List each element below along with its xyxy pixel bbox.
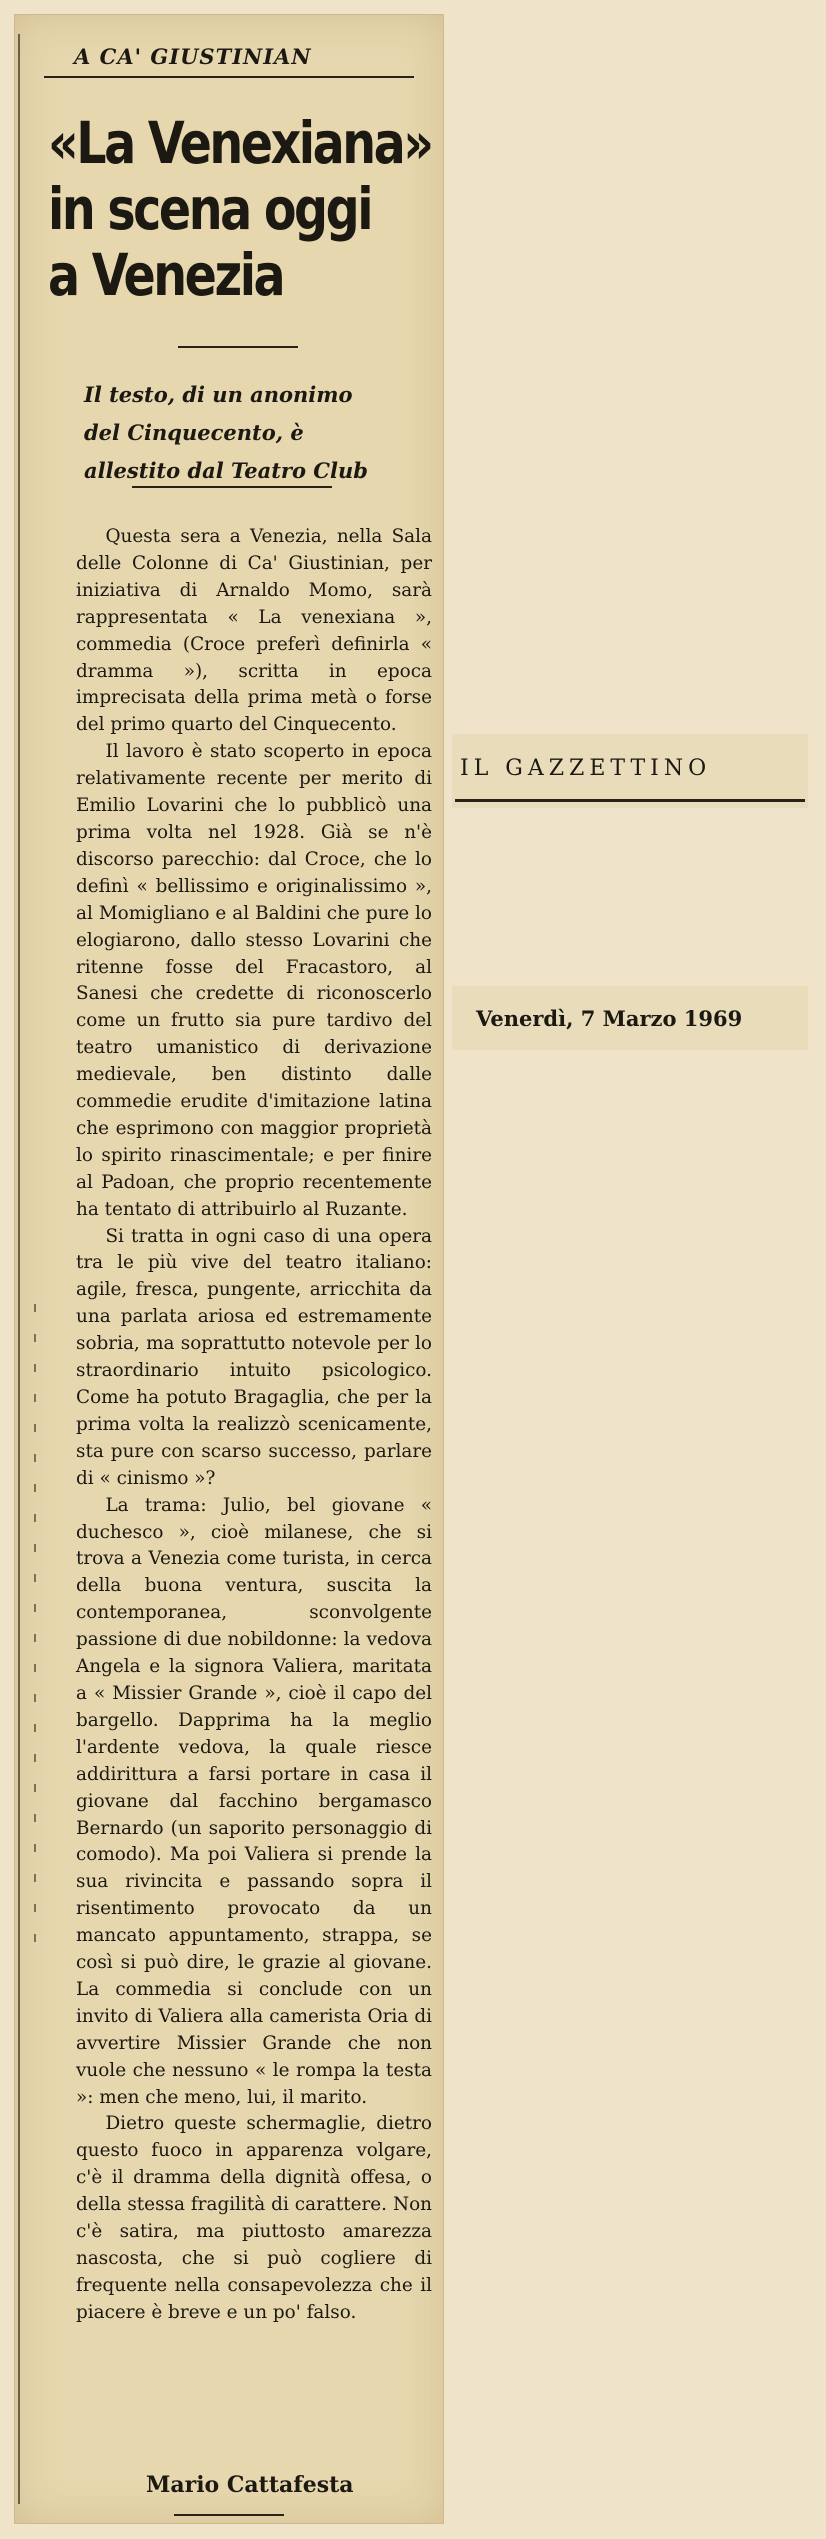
end-rule [174,2514,284,2516]
masthead: IL GAZZETTINO [460,756,712,781]
headline-line: «La Venexiana» [48,109,432,177]
headline-line: in scena oggi [48,175,372,243]
column-rule [18,34,20,2504]
article-body [76,524,432,2327]
paragraph: Il lavoro è stato scoperto in epoca relativamente recente per merito di Emilio Lovarini che lo pubblicò una prima volta nel 1928. Già se n'è discorso parecchio: dal Croce, che lo definì « bellissimo e originalissimo », al Momigliano e al Baldini che pure lo elogiarono, dallo stesso Lovarini che ritenne fosse del Fracastoro, al Sanesi che credette di riconoscerlo come un frutto sia pure tardivo del teatro umanistico di derivazione medievale, ben distinto dalle commedie erudite d'imitazione latina che esprimono con maggior proprietà lo spirito rinascimentale; e per finire al Padoan, che proprio recentemente ha tentato di attribuirlo al Ruzante. [76,741,432,1220]
headline-line: a Venezia [48,241,284,309]
publication-date: Venerdì, 7 Marzo 1969 [476,1006,743,1031]
kicker: A CA' GIUSTINIAN [74,44,312,69]
paragraph: Questa sera a Venezia, nella Sala delle Colonne di Ca' Giustinian, per iniziativa di Arnaldo Momo, sarà rappresentata « La venexiana », commedia (Croce preferì definirla « dramma »), scritta in epoca imprecisata della prima metà o forse del primo quarto del Cinquecento. [76,526,432,736]
newspaper-clipping [14,14,444,2524]
paragraph: La trama: Julio, bel giovane « duchesco », cioè milanese, che si trova a Venezia come turista, in cerca della buona ventura, suscita la contemporanea, sconvolgente passione di due nobildonne: la vedova Angela e la signora Valiera, maritata a « Missier Grande », cioè il capo del bargello. Dapprima ha la meglio l'ardente vedova, la quale riesce addirittura a farsi portare in casa il giovane dal facchino bergamasco Bernardo (un saporito personaggio di comodo). Ma poi Valiera si prende la sua rivincita e passando sopra il risentimento provocato da un mancato appuntamento, strappa, se così si può dire, le grazie al giovane. La commedia si conclude con un invito di Valiera alla camerista Oria di avvertire Missier Grande che non vuole che nessuno « le rompa la testa »: men che meno, lui, il marito. [76,1494,432,2108]
headline [48,109,432,309]
byline: Mario Cattafesta [146,2472,354,2498]
paragraph: Dietro queste schermaglie, dietro questo fuoco in apparenza volgare, c'è il dramma della dignità offesa, o della stessa fragilità di carattere. Non c'è satira, ma piuttosto amarezza nascosta, che si può cogliere di frequente nella consapevolezza che il piacere è breve e un po' falso. [76,2113,432,2323]
deck: Il testo, di un anonimo del Cinquecento, è allestito dal Teatro Club [84,382,368,483]
margin-marks [34,1304,36,1944]
paragraph: Si tratta in ogni caso di una opera tra le più vive del teatro italiano: agile, fresca, pungente, arricchita da una parlata ariosa ed estremamente sobria, ma soprattutto notevole per lo straordinario intuito psicologico. Come ha potuto Bragaglia, che per la prima volta la realizzò scenicamente, sta pure con scarso successo, parlare di « cinismo »? [76,1225,432,1489]
headline-rule [178,346,298,348]
masthead-rule [455,799,805,802]
deck-rule [132,486,332,488]
kicker-rule [44,76,414,78]
